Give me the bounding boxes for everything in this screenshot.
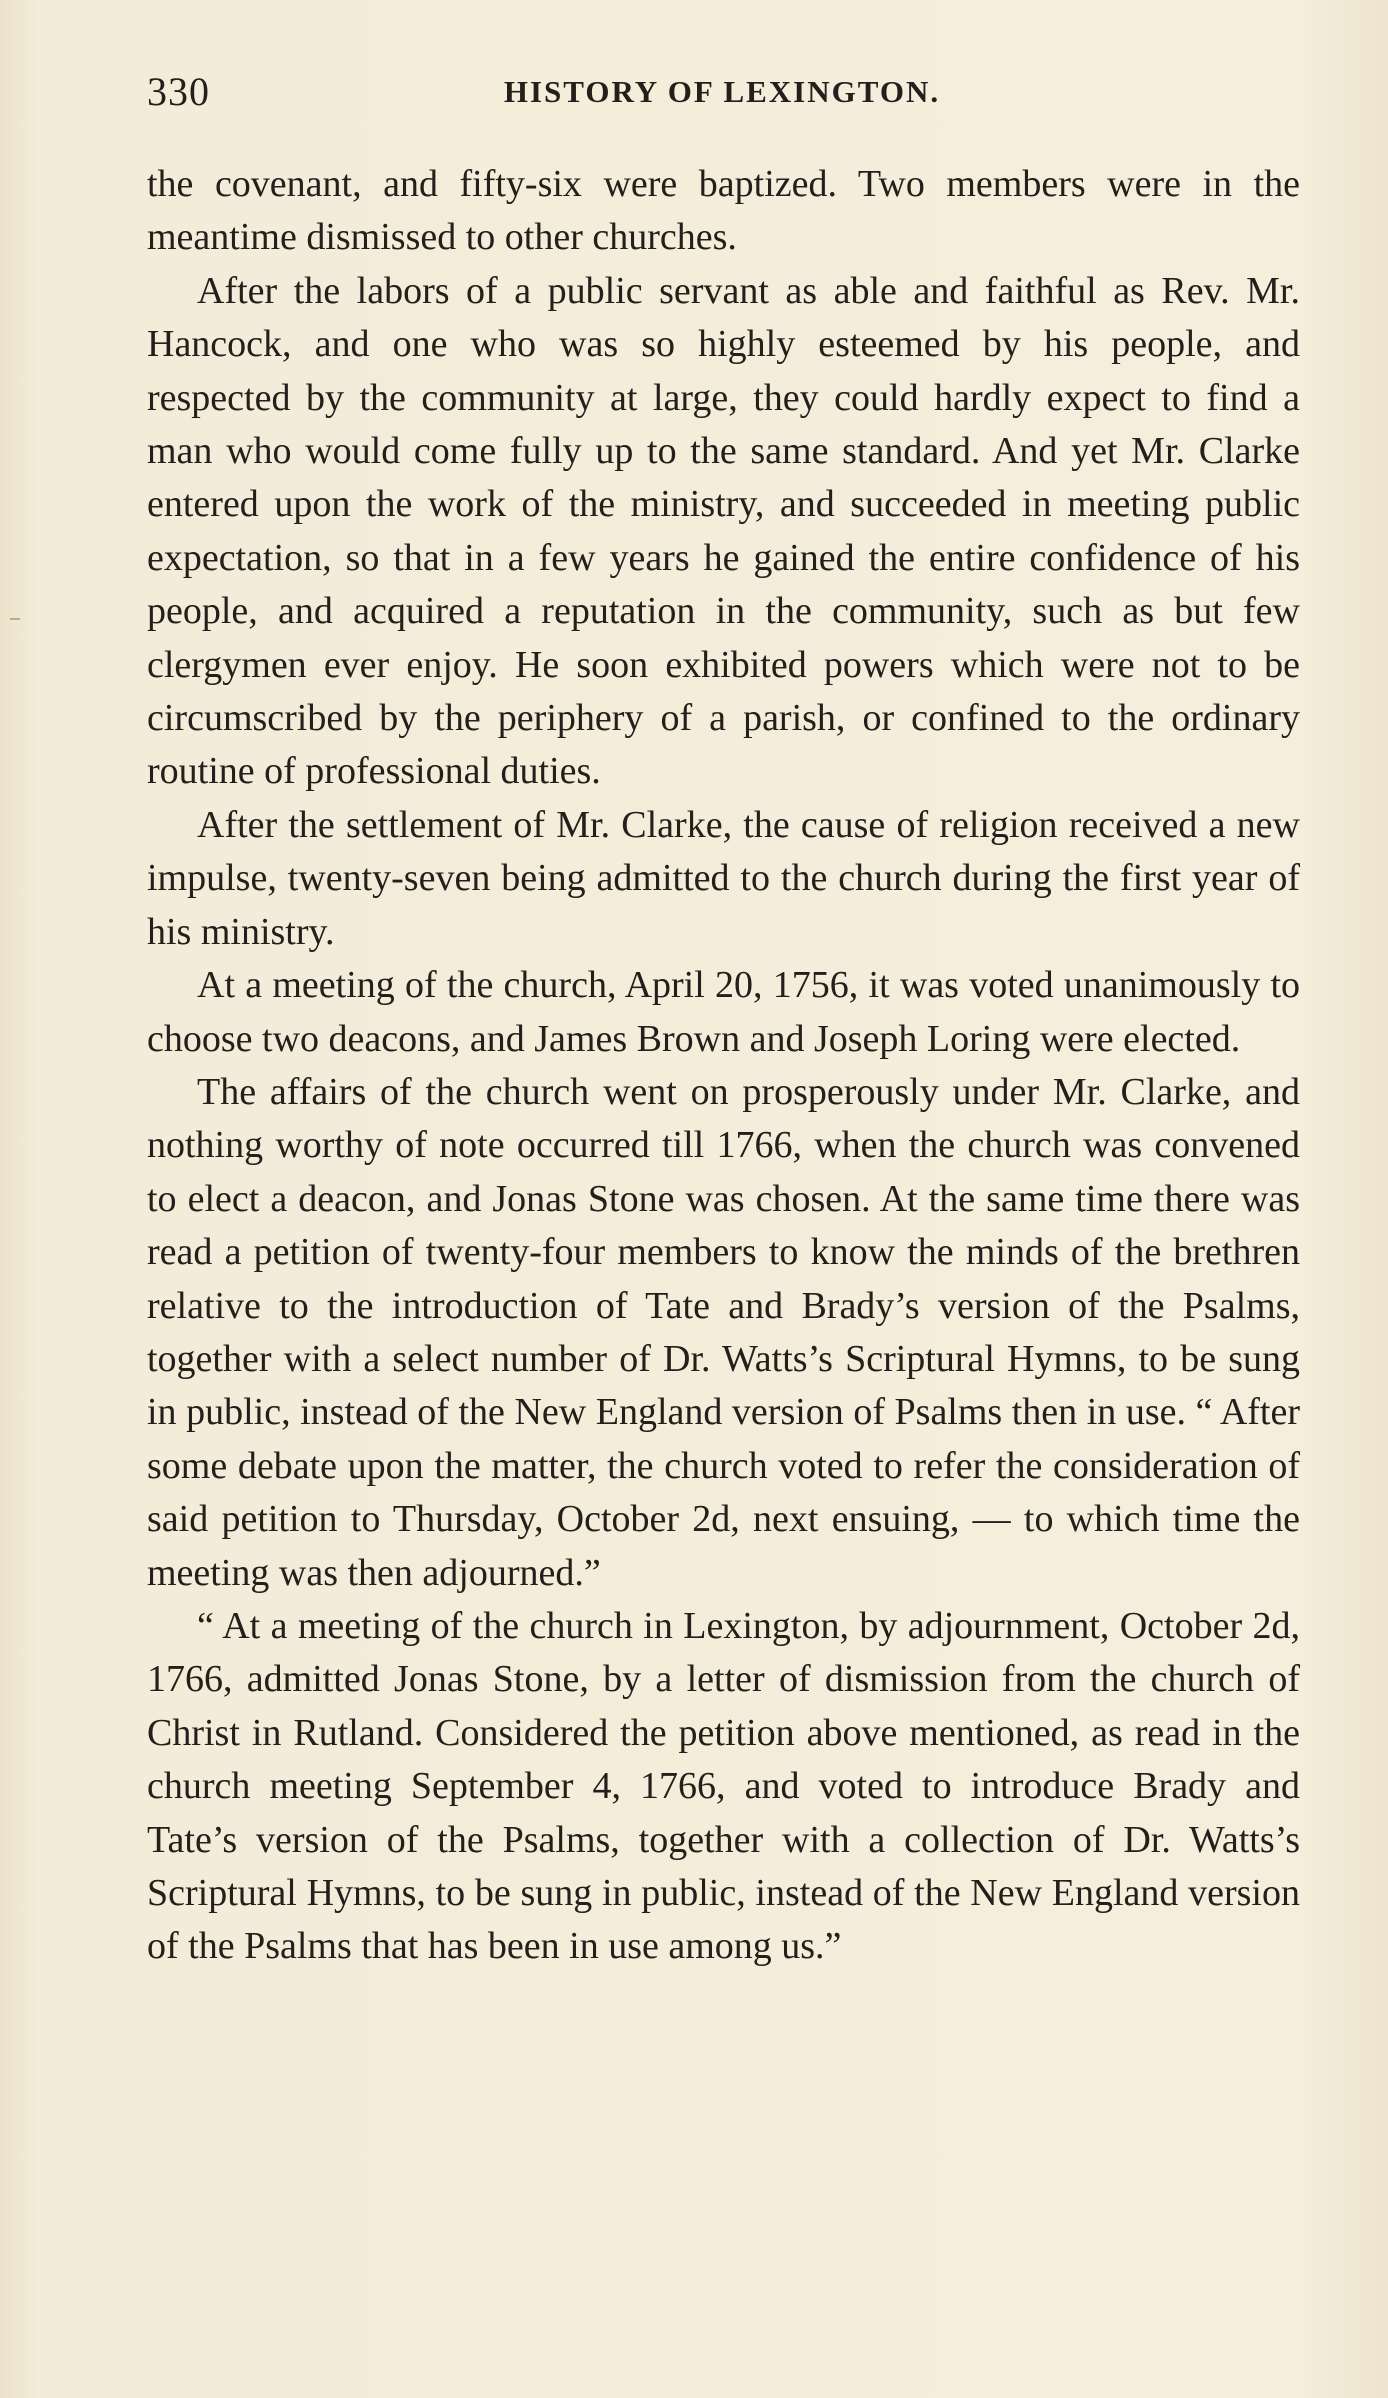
- margin-mark: [10, 618, 20, 620]
- paragraph-continuation: the covenant, and fifty-six were baptized. Two members were in the meantime dismissed to other churches.: [147, 163, 1300, 259]
- paragraph-adjournment-quote: “ At a meeting of the church in Lexington, by adjournment, October 2d, 1766, admitted Jonas Stone, by a letter of dismission from the church of Christ in Rutland. Considered the petition above mentioned, as read in the church meeting September 4, 1766, and voted to introduce Brady and Tate’s version of the Psalms, together with a collection of Dr. Watts’s Scriptural Hymns, to be sung in public, instead of the New England version of the Psalms that has been in use among us.”: [147, 1604, 1300, 1968]
- paragraph-psalms-petition: The affairs of the church went on prosperously under Mr. Clarke, and nothing worthy of note occurred till 1766, when the church was convened to elect a deacon, and Jonas Stone was chosen. At the same time there was read a petition of twenty-four members to know the minds of the brethren relative to the introduction of Tate and Brady’s version of the Psalms, together with a select number of Dr. Watts’s Scriptural Hymns, to be sung in public, instead of the New England version of Psalms then in use. “ After some debate upon the matter, the church voted to refer the consideration of said petition to Thursday, October 2d, next ensuing, — to which time the meeting was then adjourned.”: [147, 1070, 1300, 1594]
- paragraph-deacons-1756: At a meeting of the church, April 20, 1756, it was voted unanimously to choose two deacons, and James Brown and Joseph Loring were elected.: [147, 964, 1300, 1060]
- running-title: HISTORY OF LEXINGTON.: [503, 74, 941, 109]
- page-number: 330: [147, 69, 210, 114]
- body-text: [147, 158, 1300, 1974]
- paragraph-clarke-ministry: After the labors of a public servant as able and faithful as Rev. Mr. Hancock, and one who was so highly esteemed by his people, and respected by the community at large, they could hardly expect to find a man who would come fully up to the same standard. And yet Mr. Clarke entered upon the work of the ministry, and succeeded in meeting public expectation, so that in a few years he gained the entire confidence of his people, and acquired a reputation in the community, such as but few clergymen ever enjoy. He soon exhibited powers which were not to be circumscribed by the periphery of a parish, or confined to the ordinary routine of professional duties.: [147, 269, 1300, 793]
- paragraph-settlement: After the settlement of Mr. Clarke, the cause of religion received a new impulse, twenty-seven being admitted to the church during the first year of his ministry.: [147, 803, 1300, 953]
- page-header: [147, 68, 1297, 124]
